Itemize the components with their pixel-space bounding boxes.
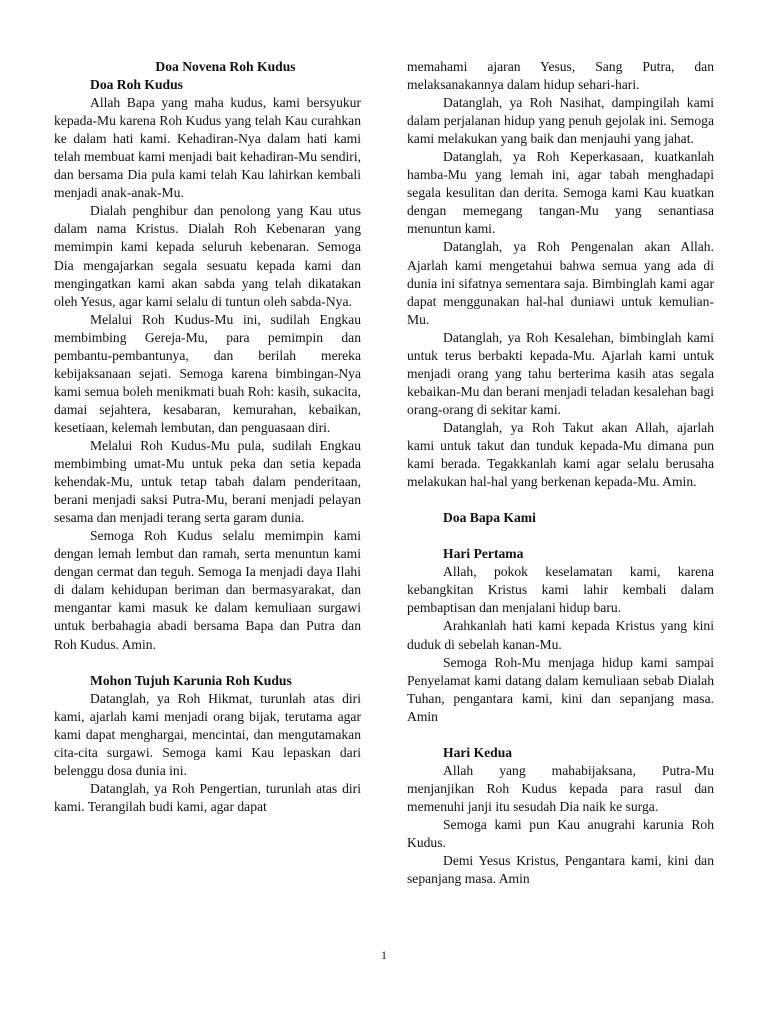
paragraph: Semoga Roh Kudus selalu memimpin kami dengan lemah lembut dan ramah, serta menuntun kami dengan cermat dan teguh. Semoga Ia menjadi daya Ilahi di dalam kehidupan beriman dan bermasyarakat, dan mengantar kami masuk ke dalam kemuliaan surgawi untuk berbahagia abadi bersama Bapa dan Putra dan Roh Kudus. Amin. [54, 528, 361, 652]
paragraph: Datanglah, ya Roh Keperkasaan, kuatkanlah hamba-Mu yang lemah ini, agar tabah menghadapi segala kesulitan dan derita. Semoga kami Kau kuatkan dengan memegang tangan-Mu yang senantiasa menuntun kami. [407, 149, 714, 237]
section-spacer [407, 726, 714, 744]
paragraph: Allah yang mahabijaksana, Putra-Mu menjanjikan Roh Kudus kepada para rasul dan memenuhi janji itu sesudah Dia naik ke surga. [407, 762, 714, 814]
paragraph: Allah, pokok keselamatan kami, karena kebangkitan Kristus kami lahir kembali dalam pembaptisan dan menjalani hidup baru. [407, 564, 714, 616]
paragraph: Datanglah, ya Roh Pengenalan akan Allah. Ajarlah kami mengetahui bahwa semua yang ada di dunia ini sifatnya sementara saja. Bimbinglah kami agar dapat menggunakan hal-hal duniawi untuk kemulian-Mu. [407, 239, 714, 327]
paragraph: Datanglah, ya Roh Takut akan Allah, ajarlah kami untuk takut dan tunduk kepada-Mu dimana pun kami berada. Tegakkanlah kami agar selalu berusaha melakukan hal-hal yang berkenan kepada-Mu. Amin. [407, 419, 714, 490]
section-spacer [407, 491, 714, 509]
paragraph: Melalui Roh Kudus-Mu pula, sudilah Engkau membimbing umat-Mu untuk peka dan setia kepada kehendak-Mu, untuk tetap tabah dalam penderitaan, berani menjadi saksi Putra-Mu, berani menjadi pelayan sesama dan menjadi terang serta garam dunia. [54, 437, 361, 526]
paragraph: Semoga kami pun Kau anugrahi karunia Roh Kudus. [407, 816, 714, 851]
paragraph: Dialah penghibur dan penolong yang Kau utus dalam nama Kristus. Dialah Roh Kebenaran yang memimpin kami kepada seluruh kebenaran. Semoga Dia mengajarkan segala sesuatu kepada kami dan mengingatkan kami akan sabda yang telah dikatakan oleh Yesus, agar kami selalu di tuntun oleh sabda-Nya. [54, 203, 361, 309]
paragraph: Arahkanlah hati kami kepada Kristus yang kini duduk di sebelah kanan-Mu. [407, 618, 714, 652]
paragraph-continuation: memahami ajaran Yesus, Sang Putra, dan melaksanakannya dalam hidup sehari-hari. [407, 59, 714, 93]
section-spacer [407, 527, 714, 545]
paragraph: Datanglah, ya Roh Nasihat, dampingilah kami dalam perjalanan hidup yang penuh gejolak ini. Semoga kami melakukan yang baik dan menjauhi yang jahat. [407, 95, 714, 147]
paragraph: Datanglah, ya Roh Pengertian, turunlah atas diri kami. Terangilah budi kami, agar dapat [54, 780, 361, 814]
section-spacer [54, 654, 361, 672]
paragraph: Melalui Roh Kudus-Mu ini, sudilah Engkau membimbing Gereja-Mu, para pemimpin dan pembantu-pembantunya, dan berilah mereka kebijaksanaan sejati. Semoga karena bimbingan-Nya kami semua boleh menikmati buah Roh: kasih, sukacita, damai sejahtera, kesabaran, kemurahan, kebaikan, kesetiaan, kelemah lembutan, dan penguasaan diri. [54, 311, 361, 435]
section-heading-tujuh-karunia: Mohon Tujuh Karunia Roh Kudus [90, 672, 292, 688]
paragraph: Datanglah, ya Roh Kesalehan, bimbinglah kami untuk terus berbakti kepada-Mu. Ajarlah kami untuk menjadi orang yang tahu berterima kasih atas segala kebaikan-Mu dan berani menjadi teladan kesalehan bagi orang-orang di sekitar kami. [407, 329, 714, 417]
page-number: 1 [381, 948, 387, 962]
section-heading-doa-roh-kudus: Doa Roh Kudus [90, 77, 183, 93]
document-title: Doa Novena Roh Kudus [155, 59, 296, 74]
paragraph: Allah Bapa yang maha kudus, kami bersyukur kepada-Mu karena Roh Kudus yang telah Kau curahkan ke dalam hati kami. Kehadiran-Nya dalam hati kami telah membuat kami menjadi bait kehadiran-Mu sendiri, dan bersama Dia pula kami telah Kau lahirkan kembali menjadi anak-anak-Mu. [54, 95, 361, 201]
left-column [54, 58, 361, 958]
document-page [54, 58, 714, 958]
paragraph: Semoga Roh-Mu menjaga hidup kami sampai Penyelamat kami datang dalam kemuliaan sebab Dialah Tuhan, pengantara kami, kini dan sepanjang masa. Amin [407, 654, 714, 724]
right-column [407, 58, 714, 958]
paragraph: Demi Yesus Kristus, Pengantara kami, kini dan sepanjang masa. Amin [407, 853, 714, 887]
paragraph: Datanglah, ya Roh Hikmat, turunlah atas diri kami, ajarlah kami menjadi orang bijak, terutama agar kami dapat menghargai, mencintai, dan mengutamakan cita-cita surgawi. Semoga kami Kau lepaskan dari belenggu dosa dunia ini. [54, 690, 361, 778]
day-heading-hari-kedua: Hari Kedua [443, 744, 513, 760]
section-heading-doa-bapa-kami: Doa Bapa Kami [443, 510, 536, 526]
day-heading-hari-pertama: Hari Pertama [443, 546, 524, 562]
